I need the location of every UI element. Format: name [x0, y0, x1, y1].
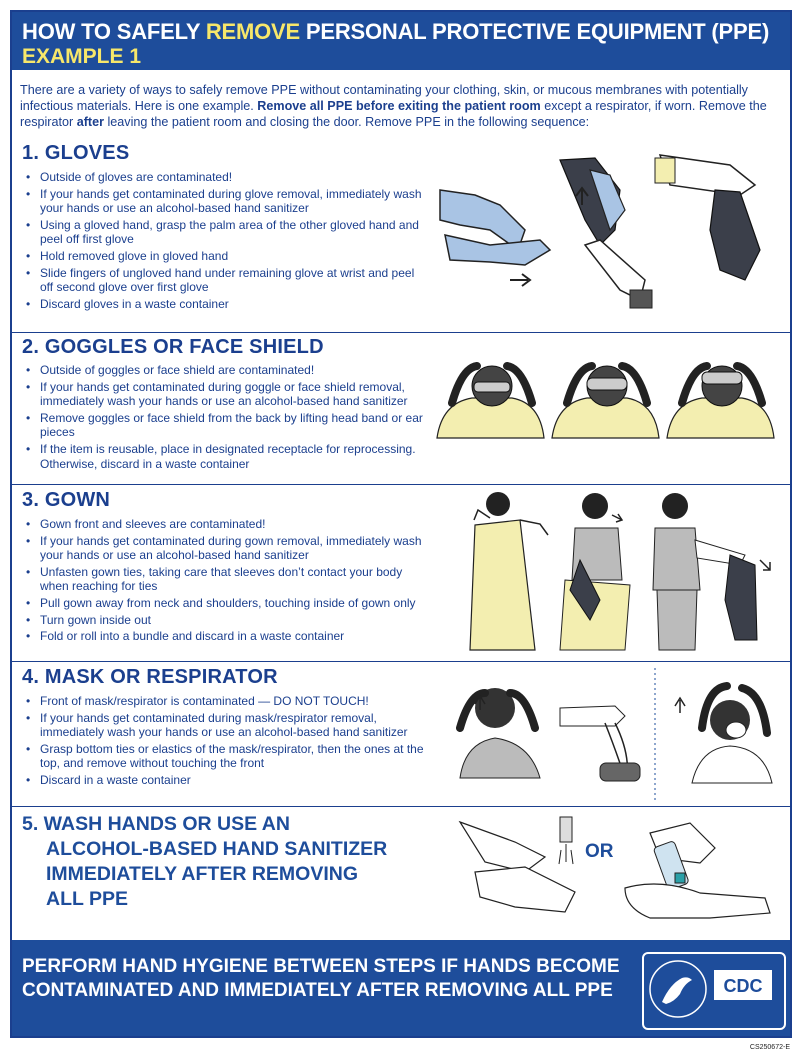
list-item: • If your hands get contaminated during goggle or face shield removal, immediately wash your hands or use an alcohol-based hand sanitizer — [26, 380, 426, 409]
hhs-eagle-icon — [644, 954, 780, 1024]
section-title: 4. MASK OR RESPIRATOR — [22, 666, 278, 688]
list-item: • If your hands get contaminated during gown removal, immediately wash your hands or use an alcohol-based hand sanitizer — [26, 534, 426, 563]
gloves-illustration — [430, 150, 785, 325]
list-item: • Discard in a waste container — [26, 773, 426, 788]
step5-heading — [22, 812, 387, 912]
step5-line: IMMEDIATELY AFTER REMOVING — [46, 863, 359, 885]
list-item: • Unfasten gown ties, taking care that sleeves don’t contact your body when reaching for ties — [26, 565, 426, 594]
poster-subtitle: EXAMPLE 1 — [22, 45, 142, 68]
section-list — [26, 170, 426, 313]
list-item: • Turn gown inside out — [26, 613, 426, 628]
section-title: 2. GOGGLES OR FACE SHIELD — [22, 336, 324, 358]
list-item: • Outside of goggles or face shield are contaminated! — [26, 363, 426, 378]
intro-bold: after — [76, 115, 104, 129]
list-item: • If the item is reusable, place in designated receptacle for reprocessing. Otherwise, discard in a waste container — [26, 442, 426, 471]
cdc-logo — [642, 952, 786, 1030]
list-item: • Grasp bottom ties or elastics of the mask/respirator, then the ones at the top, and remove without touching the front — [26, 742, 426, 771]
section-divider — [12, 661, 790, 662]
list-item: • Slide fingers of ungloved hand under remaining glove at wrist and peel off second glove over first glove — [26, 266, 426, 295]
section-divider — [12, 806, 790, 807]
mask-illustration — [440, 668, 785, 800]
section-divider — [12, 484, 790, 485]
intro-text: leaving the patient room and closing the door. Remove PPE in the following sequence: — [104, 115, 590, 129]
step5-line: 5. WASH HANDS OR USE AN — [22, 813, 290, 835]
goggles-illustration — [432, 358, 782, 443]
poster-header — [12, 12, 790, 70]
list-item: • Using a gloved hand, grasp the palm area of the other gloved hand and peel off first glove — [26, 218, 426, 247]
poster-title — [22, 19, 769, 45]
section-title: 3. GOWN — [22, 489, 111, 511]
list-item: • If your hands get contaminated during mask/respirator removal, immediately wash your hands or use an alcohol-based hand sanitizer — [26, 711, 426, 740]
footer-banner — [12, 940, 790, 1036]
intro-paragraph — [20, 82, 780, 130]
or-label: OR — [585, 841, 614, 862]
list-item: • If your hands get contaminated during glove removal, immediately wash your hands or use an alcohol-based hand sanitizer — [26, 187, 426, 216]
list-item: • Remove goggles or face shield from the back by lifting head band or ear pieces — [26, 411, 426, 440]
list-item: • Gown front and sleeves are contaminated! — [26, 517, 426, 532]
intro-text: There are a variety of ways to safely remove PPE without contaminating your clothing, skin, or mucous membranes with potentially infectious materials. Here is one example. — [20, 83, 748, 113]
sanitizer-illustration — [620, 818, 780, 928]
list-item: • Discard gloves in a waste container — [26, 297, 426, 312]
title-part: HOW TO SAFELY — [22, 19, 206, 44]
section-list — [26, 363, 426, 473]
footer-text: PERFORM HAND HYGIENE BETWEEN STEPS IF HANDS BECOME CONTAMINATED AND IMMEDIATELY AFTER REMOVING ALL PPE — [22, 956, 620, 1001]
handwashing-illustration — [455, 812, 580, 922]
section-title: 1. GLOVES — [22, 142, 130, 164]
cdc-logo-text: CDC — [723, 976, 763, 996]
intro-bold: Remove all PPE before exiting the patient room — [257, 99, 541, 113]
step5-line: ALL PPE — [46, 888, 128, 910]
section-divider — [12, 332, 790, 333]
list-item: • Front of mask/respirator is contaminated — DO NOT TOUCH! — [26, 694, 426, 709]
document-code: CS250672-E — [749, 1044, 790, 1051]
gown-illustration — [460, 490, 780, 652]
title-part: PERSONAL PROTECTIVE EQUIPMENT (PPE) — [299, 19, 770, 44]
intro-text: except a respirator, if worn. Remove the respirator — [20, 99, 767, 129]
list-item: • Pull gown away from neck and shoulders, touching inside of gown only — [26, 596, 426, 611]
section-list — [26, 517, 426, 646]
list-item: • Outside of gloves are contaminated! — [26, 170, 426, 185]
list-item: • Hold removed glove in gloved hand — [26, 249, 426, 264]
step5-line: ALCOHOL-BASED HAND SANITIZER — [46, 838, 388, 860]
section-list — [26, 694, 426, 790]
list-item: • Fold or roll into a bundle and discard in a waste container — [26, 629, 426, 644]
title-highlight: REMOVE — [205, 19, 300, 44]
